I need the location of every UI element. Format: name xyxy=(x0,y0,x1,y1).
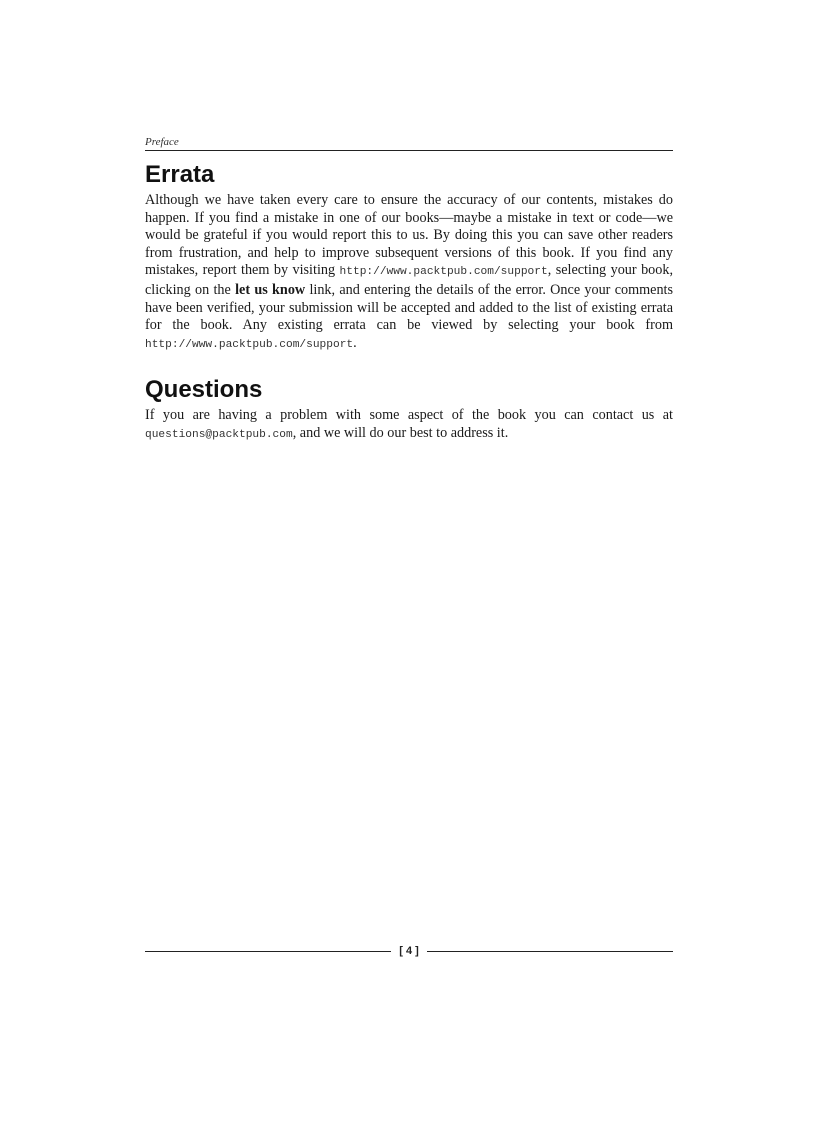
errata-url-1a[interactable]: http://www.packtpub. xyxy=(339,266,474,279)
questions-email[interactable]: questions@packtpub.com xyxy=(145,428,293,441)
questions-paragraph xyxy=(145,407,673,444)
errata-text-4: . xyxy=(353,334,357,351)
errata-heading: Errata xyxy=(145,161,215,188)
footer-rule-right xyxy=(427,951,673,952)
let-us-know-link[interactable]: let us know xyxy=(235,281,306,298)
questions-text-2: , and we will do our best to address it. xyxy=(292,424,509,441)
questions-heading: Questions xyxy=(145,376,263,404)
errata-text-1: Although we have taken every care to ensure the accuracy of our contents, mistakes do happen. If you find a mistake in one of our books—maybe a mistake in text or code—we would be grateful if you would report this to us. By doing this you can save other readers from frustration, and help to improve subsequent versions of this book. If you find any mistakes, report them by visiting xyxy=(145,192,673,279)
errata-text-3: link, and entering the details of the error. Once your comments have been verified, your submission will be accepted and added to the list of existing errata for the book. Any existing errata can be viewed by selecting your book from xyxy=(145,281,674,334)
questions-text-1: If you are having a problem with some aspect of the book you can contact us at xyxy=(145,407,673,424)
errata-url-1b[interactable]: com/support xyxy=(473,266,548,279)
footer-rule-left xyxy=(145,951,391,952)
errata-url-2[interactable]: http://www.packtpub.com/support xyxy=(145,338,354,351)
page-number: [ 4 ] xyxy=(399,945,419,957)
running-header: Preface xyxy=(145,136,673,151)
page-content xyxy=(145,136,673,445)
errata-text-2: , selecting your book, clicking on the xyxy=(145,262,673,298)
errata-paragraph xyxy=(145,192,673,354)
page-footer xyxy=(145,943,673,959)
